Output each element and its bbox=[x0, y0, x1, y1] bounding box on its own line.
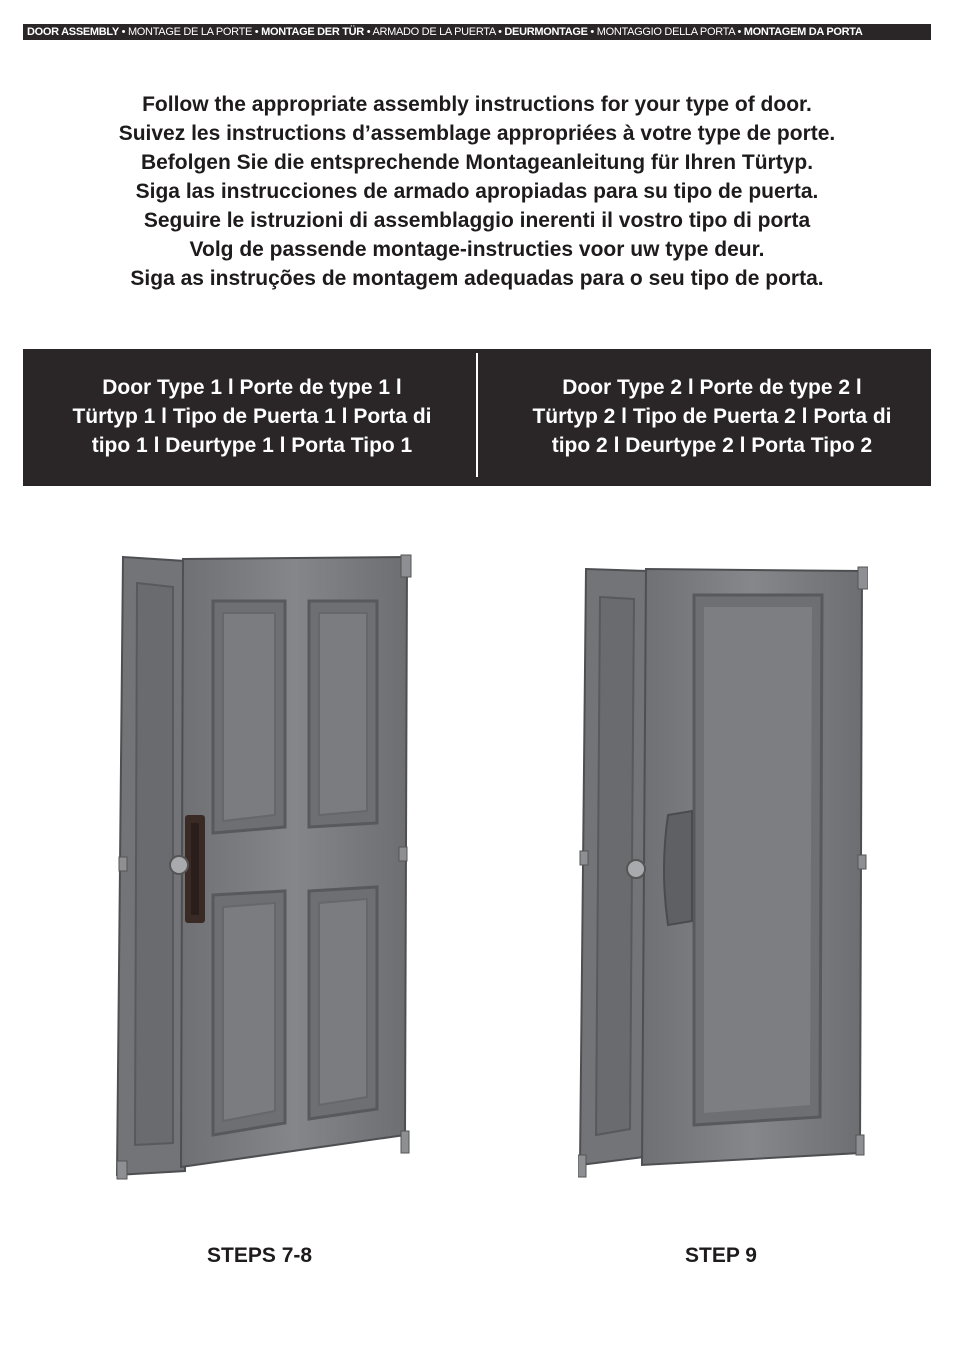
header-segment: MONTAGGIO DELLA PORTA bbox=[596, 26, 735, 38]
door-type-2-heading bbox=[497, 373, 927, 460]
header-bar bbox=[23, 24, 931, 40]
door-type-2-line-1: Door Type 2 l Porte de type 2 l bbox=[562, 376, 862, 399]
door-type-1-illustration bbox=[115, 553, 415, 1183]
intro-line-fr: Suivez les instructions d’assemblage appropriées à votre type de porte. bbox=[118, 122, 836, 145]
door-type-2-illustration bbox=[578, 565, 868, 1185]
header-separator: • bbox=[363, 26, 373, 38]
door-type-bar bbox=[23, 349, 931, 486]
step-9-label: STEP 9 bbox=[685, 1244, 757, 1267]
intro-line-de: Befolgen Sie die entsprechende Montageanleitung für Ihren Türtyp. bbox=[140, 151, 814, 174]
door-type-1-line-2: Türtyp 1 l Tipo de Puerta 1 l Porta di bbox=[72, 405, 432, 428]
door-type-1-line-3: tipo 1 l Deurtype 1 l Porta Tipo 1 bbox=[91, 434, 413, 457]
door-type-2-line-3: tipo 2 l Deurtype 2 l Porta Tipo 2 bbox=[551, 434, 873, 457]
door-type-1-heading bbox=[37, 373, 467, 460]
header-segment: MONTAGEM DA PORTA bbox=[743, 26, 863, 38]
header-segment: MONTAGE DER TÜR bbox=[261, 26, 364, 38]
header-separator: • bbox=[495, 26, 505, 38]
header-segment: DEURMONTAGE bbox=[504, 26, 588, 38]
intro-line-en: Follow the appropriate assembly instructions for your type of door. bbox=[142, 93, 812, 116]
intro-instructions bbox=[23, 90, 931, 293]
steps-7-8-label: STEPS 7-8 bbox=[207, 1244, 313, 1267]
header-separator: • bbox=[252, 26, 262, 38]
door-type-1-line-1: Door Type 1 l Porte de type 1 l bbox=[102, 376, 402, 399]
column-divider bbox=[476, 353, 478, 477]
header-segment: ARMADO DE LA PUERTA bbox=[372, 26, 496, 38]
intro-line-es: Siga las instrucciones de armado apropiadas para su tipo de puerta. bbox=[135, 180, 819, 203]
header-segment: DOOR ASSEMBLY bbox=[27, 26, 119, 38]
header-separator: • bbox=[587, 26, 597, 38]
intro-line-it: Seguire le istruzioni di assemblaggio inerenti il vostro tipo di porta bbox=[143, 209, 811, 232]
intro-line-pt: Siga as instruções de montagem adequadas para o seu tipo de porta. bbox=[130, 267, 824, 290]
header-separator: • bbox=[118, 26, 128, 38]
header-segment: MONTAGE DE LA PORTE bbox=[127, 26, 253, 38]
door-type-2-line-2: Türtyp 2 l Tipo de Puerta 2 l Porta di bbox=[532, 405, 892, 428]
intro-line-nl: Volg de passende montage-instructies voor uw type deur. bbox=[189, 238, 765, 261]
header-separator: • bbox=[734, 26, 744, 38]
